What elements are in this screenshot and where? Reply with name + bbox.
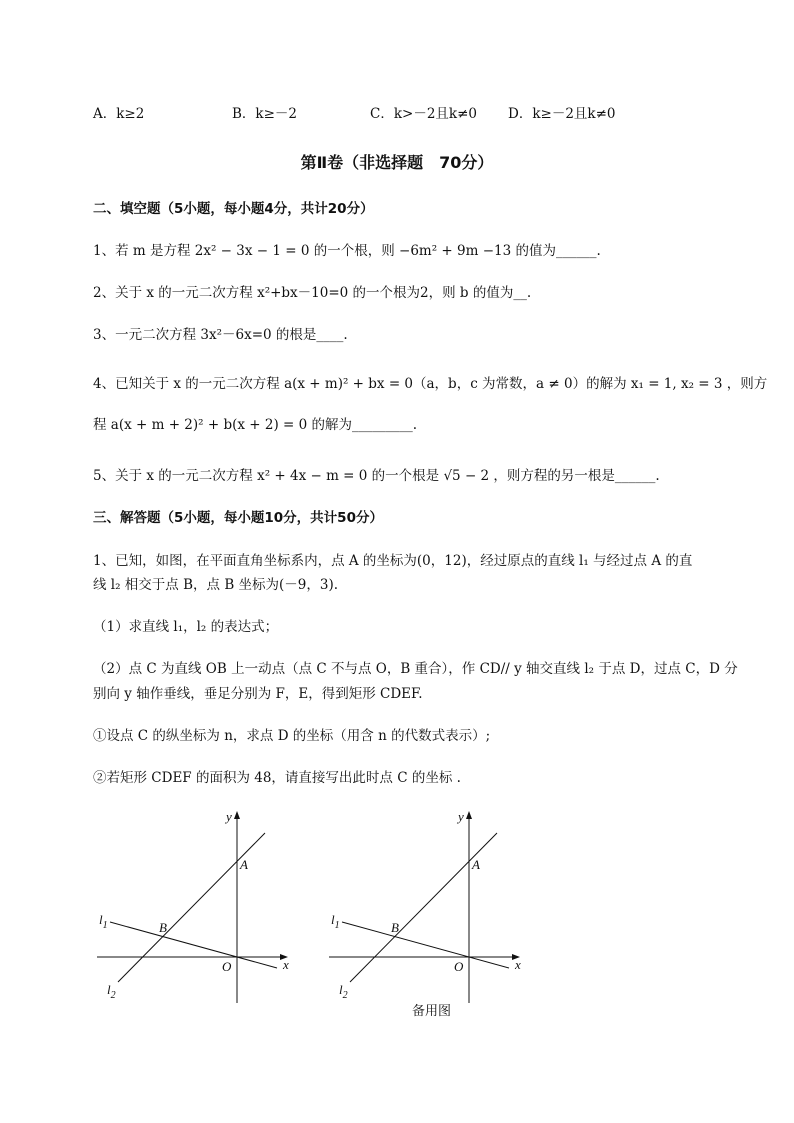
l1-label: $l_1$ xyxy=(331,912,340,931)
x-axis-label: x xyxy=(283,957,289,972)
problem-1-subpart-1: ①设点 C 的纵坐标为 n，求点 D 的坐标（用含 n 的代数式表示）; xyxy=(93,728,491,744)
fill-section-heading: 二、填空题（5小题，每小题4分，共计20分） xyxy=(93,201,374,217)
backup-coordinate-figure xyxy=(322,805,532,1010)
y-axis-arrow xyxy=(466,811,472,819)
point-a-label: A xyxy=(240,857,248,872)
coordinate-figure xyxy=(90,805,300,1010)
x-axis-label: x xyxy=(515,957,521,972)
answer-section-heading: 三、解答题（5小题，每小题10分，共计50分） xyxy=(93,510,383,526)
problem-1-line-2: 线 l₂ 相交于点 B，点 B 坐标为(－9，3). xyxy=(93,577,339,593)
option-d: D．k≥－2且k≠0 xyxy=(508,106,616,122)
fill-question-2: 2、关于 x 的一元二次方程 x²+bx－10=0 的一个根为2，则 b 的值为__. xyxy=(93,285,532,301)
origin-label: O xyxy=(222,959,232,974)
fill-question-5: 5、关于 x 的一元二次方程 x² + 4x − m = 0 的一个根是 √5 − 2 ，则方程的另一根是______. xyxy=(93,468,660,484)
problem-1-part-2-line-2: 别向 y 轴作垂线，垂足分别为 F，E，得到矩形 CDEF. xyxy=(93,686,423,702)
y-axis-label: y xyxy=(226,809,232,824)
point-a-label: A xyxy=(472,857,480,872)
option-b: B．k≥－2 xyxy=(232,106,298,122)
problem-1-part-2-line-1: （2）点 C 为直线 OB 上一动点（点 C 不与点 O，B 重合），作 CD// y 轴交直线 l₂ 于点 D，过点 C，D 分 xyxy=(93,661,738,677)
origin-label: O xyxy=(454,959,464,974)
problem-1-line-1: 1、已知，如图，在平面直角坐标系内，点 A 的坐标为(0，12)，经过原点的直线 l₁ 与经过点 A 的直 xyxy=(93,553,693,569)
option-c: C．k>－2且k≠0 xyxy=(370,106,477,122)
problem-1-subpart-2: ②若矩形 CDEF 的面积为 48，请直接写出此时点 C 的坐标 . xyxy=(93,770,461,786)
fill-question-4-line-2: 程 a(x + m + 2)² + b(x + 2) = 0 的解为_________. xyxy=(93,417,418,433)
line-l2 xyxy=(350,833,497,982)
point-b-label: B xyxy=(391,920,399,935)
fill-question-3: 3、一元二次方程 3x²－6x=0 的根是____. xyxy=(93,327,348,343)
part-title: 第Ⅱ卷（非选择题 70分） xyxy=(300,153,494,172)
fill-question-1: 1、若 m 是方程 2x² − 3x − 1 = 0 的一个根，则 −6m² + 9m −13 的值为______. xyxy=(93,243,601,259)
line-l1 xyxy=(342,922,509,968)
option-a: A．k≥2 xyxy=(93,106,145,122)
line-l2 xyxy=(118,833,265,982)
point-b-label: B xyxy=(159,920,167,935)
fill-question-4-line-1: 4、已知关于 x 的一元二次方程 a(x + m)² + bx = 0（a，b，c 为常数，a ≠ 0）的解为 x₁ = 1, x₂ = 3 ，则方 xyxy=(93,376,768,392)
problem-1-part-1: （1）求直线 l₁，l₂ 的表达式； xyxy=(93,619,279,635)
l2-label: $l_2$ xyxy=(107,982,116,1001)
line-l1 xyxy=(110,922,277,968)
y-axis-label: y xyxy=(458,809,464,824)
y-axis-arrow xyxy=(234,811,240,819)
l2-label: $l_2$ xyxy=(339,982,348,1001)
figure-caption: 备用图 xyxy=(412,1004,452,1019)
l1-label: $l_1$ xyxy=(99,912,108,931)
